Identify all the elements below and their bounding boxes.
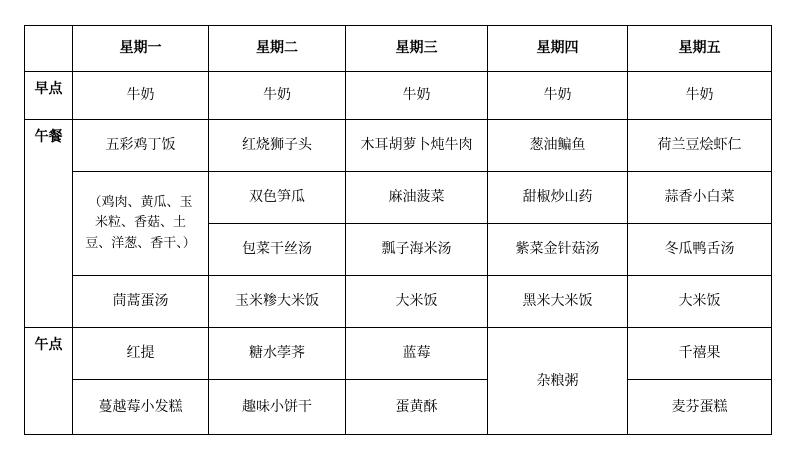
afternoon-1-monday: 红提	[73, 328, 209, 380]
breakfast-wednesday: 牛奶	[346, 72, 488, 120]
section-lunch: 午餐	[25, 120, 73, 328]
lunch-row-1	[25, 120, 772, 172]
header-row	[25, 26, 772, 72]
afternoon-2-tuesday: 趣味小饼干	[209, 380, 346, 435]
lunch-veg-friday: 蒜香小白菜	[628, 172, 772, 224]
section-breakfast: 早点	[25, 72, 73, 120]
lunch-main-monday: 五彩鸡丁饭	[73, 120, 209, 172]
breakfast-row	[25, 72, 772, 120]
lunch-soup-friday: 冬瓜鸭舌汤	[628, 224, 772, 276]
afternoon-2-monday: 蔓越莓小发糕	[73, 380, 209, 435]
lunch-row-2	[25, 172, 772, 224]
breakfast-friday: 牛奶	[628, 72, 772, 120]
lunch-veg-tuesday: 双色笋瓜	[209, 172, 346, 224]
lunch-monday-ingredients: （鸡肉、黄瓜、玉米粒、香菇、土豆、洋葱、香干、）	[73, 172, 209, 276]
section-afternoon: 午点	[25, 328, 73, 435]
lunch-veg-thursday: 甜椒炒山药	[488, 172, 628, 224]
afternoon-1-friday: 千禧果	[628, 328, 772, 380]
breakfast-tuesday: 牛奶	[209, 72, 346, 120]
lunch-staple-monday: 茼蒿蛋汤	[73, 276, 209, 328]
lunch-main-friday: 荷兰豆烩虾仁	[628, 120, 772, 172]
header-monday: 星期一	[73, 26, 209, 72]
lunch-soup-thursday: 紫菜金针菇汤	[488, 224, 628, 276]
weekly-menu-table	[24, 25, 772, 435]
lunch-staple-thursday: 黑米大米饭	[488, 276, 628, 328]
corner-cell	[25, 26, 73, 72]
afternoon-thursday: 杂粮粥	[488, 328, 628, 435]
afternoon-row-1	[25, 328, 772, 380]
lunch-main-wednesday: 木耳胡萝卜炖牛肉	[346, 120, 488, 172]
lunch-veg-wednesday: 麻油菠菜	[346, 172, 488, 224]
lunch-main-tuesday: 红烧狮子头	[209, 120, 346, 172]
header-friday: 星期五	[628, 26, 772, 72]
afternoon-2-wednesday: 蛋黄酥	[346, 380, 488, 435]
afternoon-row-2	[25, 380, 772, 435]
lunch-staple-friday: 大米饭	[628, 276, 772, 328]
lunch-staple-wednesday: 大米饭	[346, 276, 488, 328]
breakfast-monday: 牛奶	[73, 72, 209, 120]
afternoon-1-tuesday: 糖水荸荠	[209, 328, 346, 380]
lunch-main-thursday: 葱油鳊鱼	[488, 120, 628, 172]
breakfast-thursday: 牛奶	[488, 72, 628, 120]
lunch-soup-tuesday: 包菜干丝汤	[209, 224, 346, 276]
afternoon-1-wednesday: 蓝莓	[346, 328, 488, 380]
lunch-row-4	[25, 276, 772, 328]
header-tuesday: 星期二	[209, 26, 346, 72]
header-wednesday: 星期三	[346, 26, 488, 72]
lunch-staple-tuesday: 玉米糁大米饭	[209, 276, 346, 328]
afternoon-2-friday: 麦芬蛋糕	[628, 380, 772, 435]
lunch-soup-wednesday: 瓢子海米汤	[346, 224, 488, 276]
header-thursday: 星期四	[488, 26, 628, 72]
